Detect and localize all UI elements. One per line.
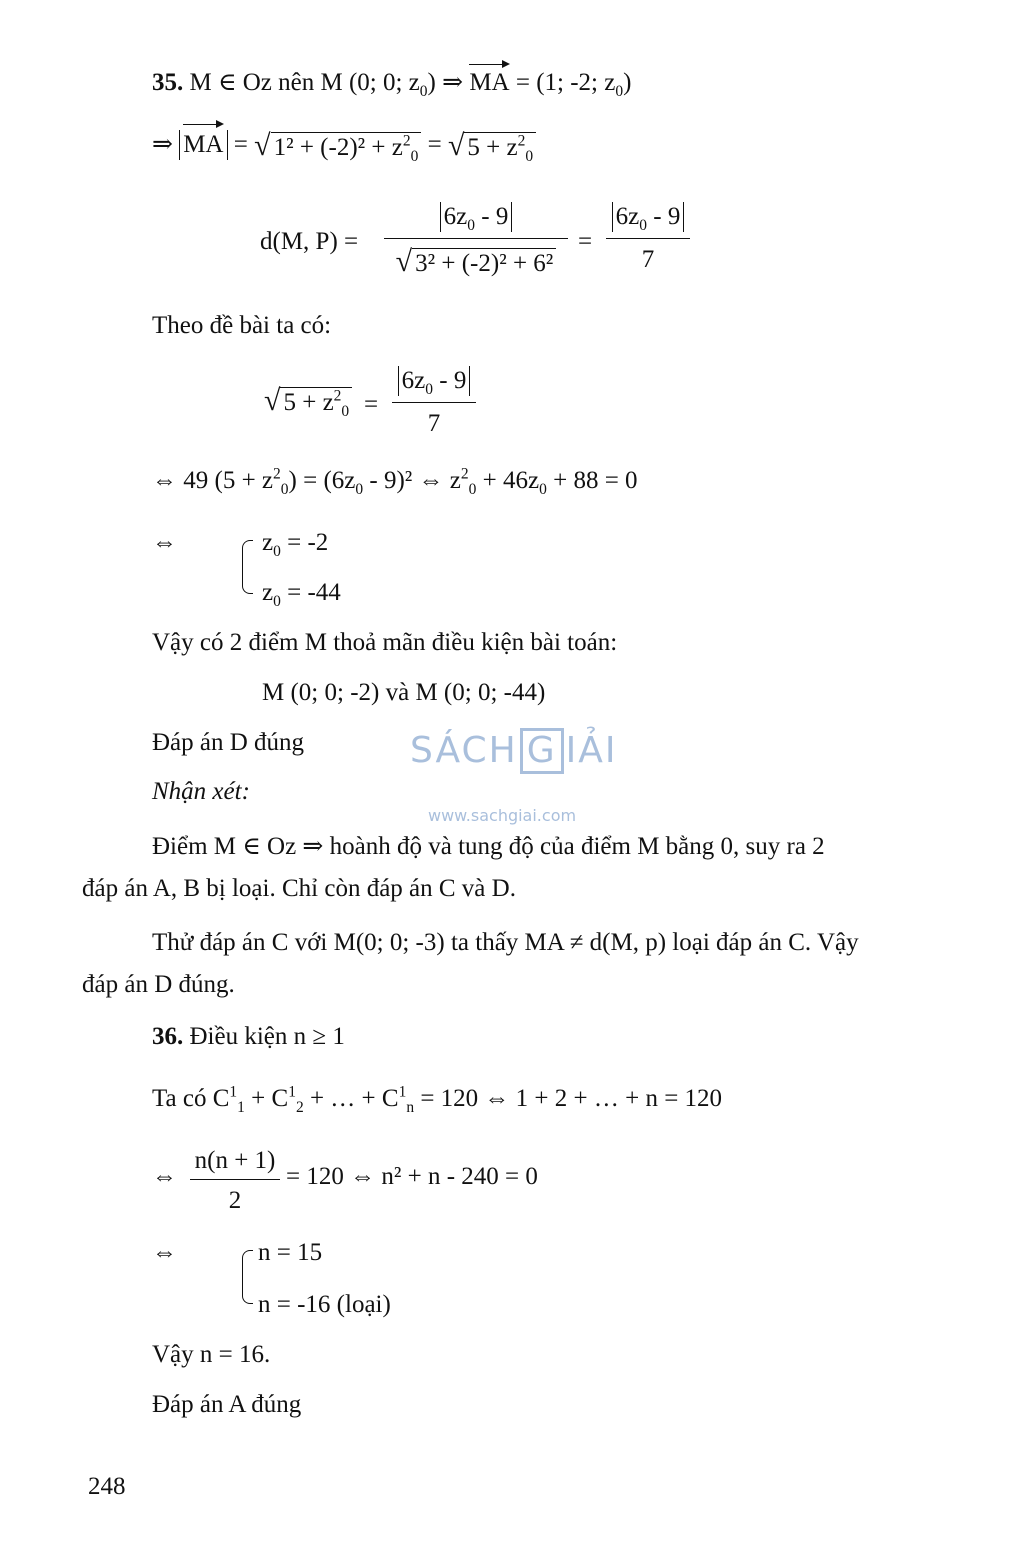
answer-35: Đáp án D đúng [152,729,305,756]
equation-sqrt: √ $5 + z^2_0$ [264,386,352,416]
remark-p1-l2: đáp án A, B bị loại. Chỉ còn đáp án C và D. [82,875,516,902]
abs-vector-MA: MA [183,131,224,158]
answer-36: Đáp án A đúng [152,1391,302,1418]
solution-36-2: n = -16 (loại) [258,1291,391,1318]
remark-p2-l1: Thử đáp án C với M(0; 0; -3) ta thấy MA ≠ d(M, p) loại đáp án C. Vậy [152,929,859,956]
equation-fraction: $6z_0 - 9$ 7 [392,366,476,436]
sqrt-expression-2: √ $5 + z^2_0$ [448,131,536,161]
problem35-line1-mid: ) ⇒ [427,69,470,96]
implies-symbol: ⇒ [152,131,180,158]
problem36-condition: Điều kiện n ≥ 1 [183,1023,345,1050]
vector-MA: MA [469,69,510,96]
remark-p2-l2: đáp án D đúng. [82,971,235,998]
solution-35-1: $z_0 = -2$ [262,529,329,560]
distance-numerator-1: 6z [443,203,468,230]
quadratic-line: ⇔ 49 $(5 + z^2_0) = (6z_0 - 9)^2$ ⇔ $z^2_0 + 46z_0 + 88 = 0$ [152,465,638,498]
distance-label: d(M, P) = [260,228,359,255]
equation-denominator: 7 [427,410,441,437]
remark-p1-l1: Điểm M ∈ Oz ⇒ hoành độ và tung độ của điểm M bằng 0, suy ra 2 [152,833,825,860]
problem36-line1 [152,1024,345,1049]
conclusion-35: Vậy có 2 điểm M thoả mãn điều kiện bài toán: [152,629,618,656]
sqrt-expression-1: √ $1^2 + (-2)^2 + z^2_0$ [254,131,421,161]
page-number: 248 [88,1473,126,1500]
conclusion-36: Vậy n = 16. [152,1341,271,1368]
watermark-logo: SÁCH G IẢI [410,728,618,774]
equation-numerator: 6z [401,367,426,394]
problem36-fraction-numerator: n(n + 1) [194,1147,276,1174]
distance-denominator-1: 3² + (-2)² + 6² [412,248,556,276]
problem35-line1-end: = (1; -2; z [509,69,616,96]
solution-brace-36 [242,1250,253,1304]
distance-equals: = [578,228,593,255]
problem36-fraction-denominator: 2 [228,1187,242,1214]
problem35-label: 35. [152,69,184,96]
problem36-frac-rest: = 120 ⇔ n² + n - 240 = 0 [286,1163,538,1190]
distance-fraction-2: $6z_0 - 9$ 7 [606,202,690,272]
solution-brace-35 [242,540,253,594]
solution-36-1: n = 15 [258,1239,323,1266]
sqrt-body-1: 1² + (-2)² + z [273,134,403,162]
problem35-line2 [152,129,536,166]
problem35-line1: 35. M ∈ Oz nên M (0; 0; $z_0$) ⇒ MA = (1; -2; $z_0$) [152,69,632,100]
equiv-symbol-35: ⇔ [152,529,177,556]
remark-title: Nhận xét: [152,778,250,805]
problem35-line1-text: M ∈ Oz nên M (0; 0; z [189,69,420,96]
problem36-fraction [190,1148,280,1213]
problem36-label: 36. [152,1023,184,1050]
problem36-frac-equiv: ⇔ [152,1163,177,1190]
problem36-sum: Ta có $C^1_1 + C^1_2$ + … + $C^1_n = 120$ ⇔ 1 + 2 + … + n = 120 [152,1083,723,1116]
watermark-url: www.sachgiai.com [428,806,577,825]
theo-de-line: Theo đề bài ta có: [152,312,332,339]
equation-sqrt-body: 5 + z [283,389,334,416]
solution-35-2: $z_0 = -44$ [262,579,341,610]
equiv-symbol-36: ⇔ [152,1239,177,1266]
equals: = [227,131,255,158]
points-35: M (0; 0; -2) và M (0; 0; -44) [262,679,546,706]
equals-2: = [421,131,448,158]
distance-denominator-2: 7 [641,246,655,273]
distance-numerator-2: 6z [615,203,640,230]
equation-equals: = [364,391,379,418]
distance-fraction-1: $6z_0 - 9$ √ 3² + (-2)² + 6² [384,202,568,277]
sqrt-body-2: 5 + z [467,134,518,162]
